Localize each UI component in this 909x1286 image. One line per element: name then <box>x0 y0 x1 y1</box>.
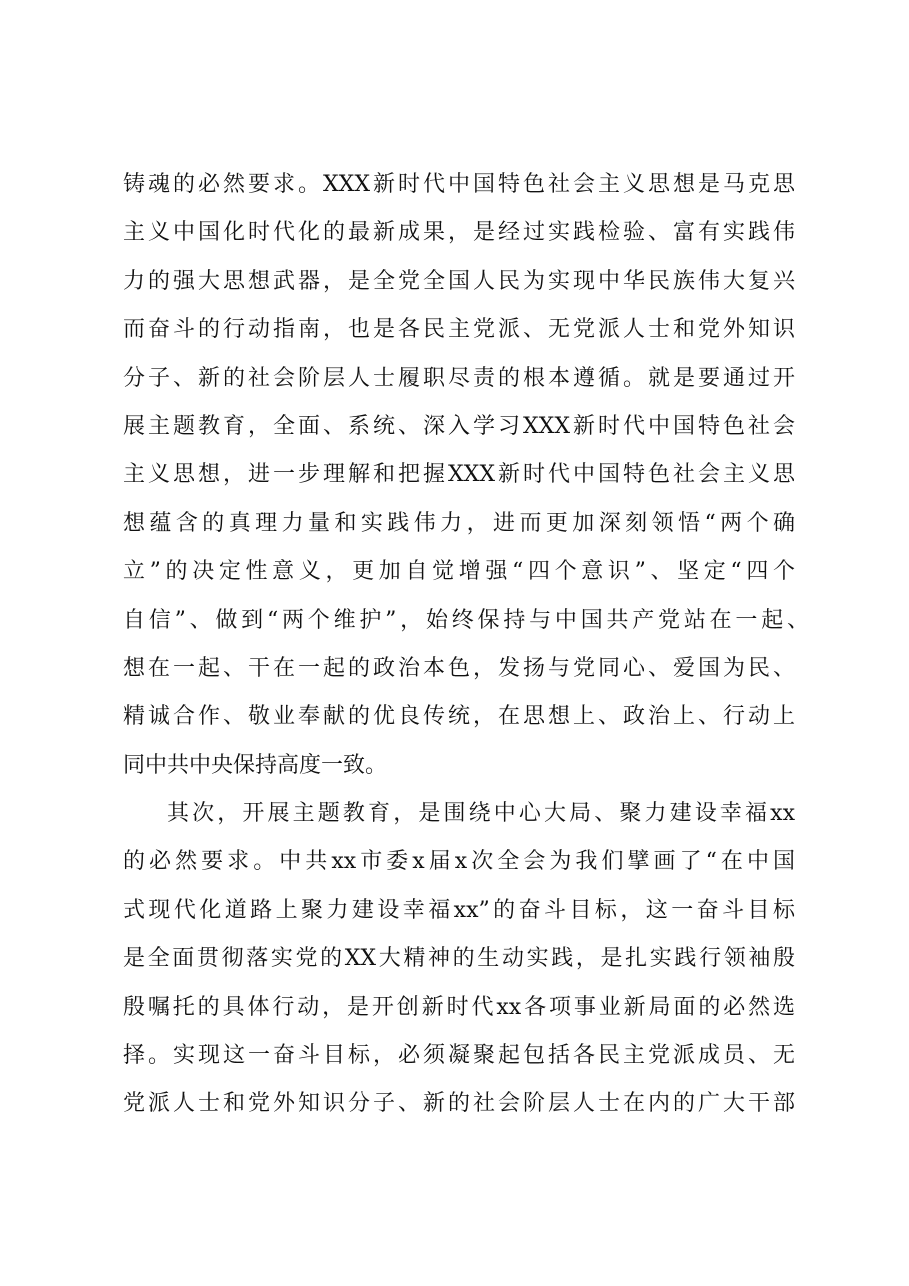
text-line: 主义思想，进一步理解和把握XXX新时代中国特色社会主义思 <box>123 462 795 488</box>
paragraph-end-line: 同中共中央保持高度一致。 <box>123 752 388 778</box>
text-line: 铸魂的必然要求。XXX新时代中国特色社会主义思想是马克思 <box>123 172 795 197</box>
text-line: 想在一起、干在一起的政治本色，发扬与党同心、爱国为民、 <box>123 655 795 681</box>
text-line: 式现代化道路上聚力建设幸福xx”的奋斗目标，这一奋斗目标 <box>123 897 795 923</box>
text-line: 自信”、做到“两个维护”，始终保持与中国共产党站在一起、 <box>123 607 809 633</box>
text-line: 展主题教育，全面、系统、深入学习XXX新时代中国特色社会 <box>123 413 795 439</box>
paragraph-start-line: 其次，开展主题教育，是围绕中心大局、聚力建设幸福xx <box>167 801 795 827</box>
text-line: 殷嘱托的具体行动，是开创新时代xx各项事业新局面的必然选 <box>123 994 795 1020</box>
text-line: 分子、新的社会阶层人士履职尽责的根本遵循。就是要通过开 <box>123 365 795 391</box>
text-line: 的必然要求。中共xx市委x届x次全会为我们擘画了“在中国 <box>123 849 795 875</box>
text-line: 党派人士和党外知识分子、新的社会阶层人士在内的广大干部 <box>123 1091 795 1117</box>
document-body <box>123 161 823 1129</box>
text-line: 立”的决定性意义，更加自觉增强“四个意识”、坚定“四个 <box>123 559 795 585</box>
text-line: 力的强大思想武器，是全党全国人民为实现中华民族伟大复兴 <box>123 268 795 294</box>
text-line: 择。实现这一奋斗目标，必须凝聚起包括各民主党派成员、无 <box>123 1043 795 1069</box>
text-line: 而奋斗的行动指南，也是各民主党派、无党派人士和党外知识 <box>123 317 795 343</box>
text-line: 精诚合作、敬业奉献的优良传统，在思想上、政治上、行动上 <box>123 704 795 730</box>
text-line: 是全面贯彻落实党的XX大精神的生动实践，是扎实践行领袖殷 <box>123 946 795 972</box>
text-line: 想蕴含的真理力量和实践伟力，进而更加深刻领悟“两个确 <box>123 510 795 536</box>
text-line: 主义中国化时代化的最新成果，是经过实践检验、富有实践伟 <box>123 220 795 246</box>
